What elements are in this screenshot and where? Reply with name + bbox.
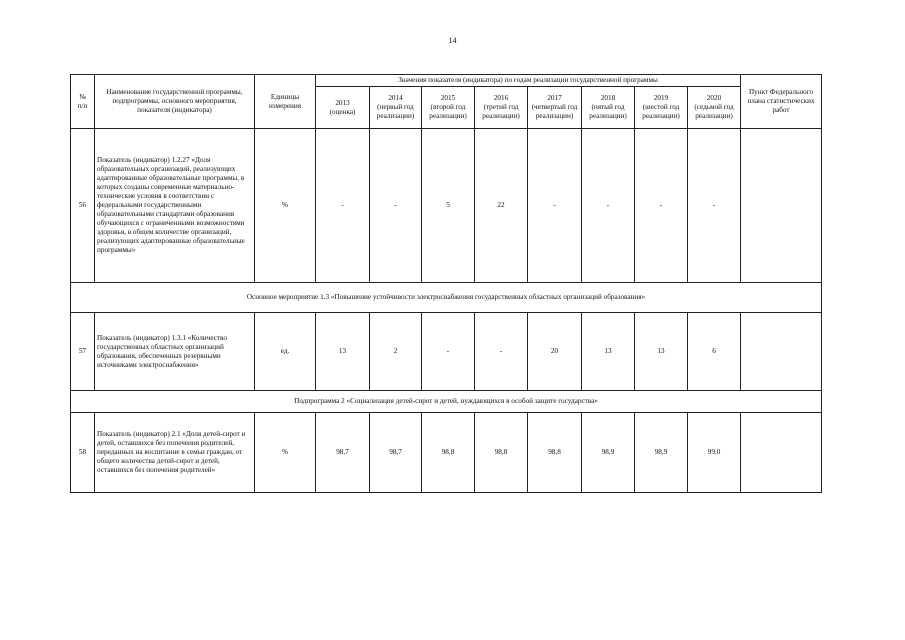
header-year-2019: 2019 (шестой год реализации) (635, 87, 688, 129)
row-value: - (688, 129, 741, 283)
row-value: 13 (582, 313, 635, 391)
subprogram-row (71, 391, 822, 413)
row-plan (741, 313, 822, 391)
header-values-group: Значения показателя (индикатора) по годам реализации государственной программы (316, 75, 741, 87)
row-value: - (528, 129, 582, 283)
row-num: 58 (71, 413, 95, 493)
header-year-2016: 2016 (третий год реализации) (475, 87, 528, 129)
row-num: 57 (71, 313, 95, 391)
section-title: Основное мероприятие 1.3 «Повышение устойчивости электроснабжения государственных областных организаций образования» (71, 283, 822, 313)
row-value: - (635, 129, 688, 283)
header-num: № п/п (71, 75, 95, 129)
row-value: - (422, 313, 475, 391)
row-value: 20 (528, 313, 582, 391)
row-value: 22 (475, 129, 528, 283)
header-year-2014: 2014 (первый год реализации) (370, 87, 422, 129)
row-name: Показатель (индикатор) 2.1 «Доля детей-сирот и детей, оставшихся без попечения родителей, переданных на воспитание в семьи граждан, от общего количества детей-сирот и детей, оставшихся без попечения родителей» (95, 413, 255, 493)
row-value: - (475, 313, 528, 391)
row-value: 98,7 (370, 413, 422, 493)
row-value: 5 (422, 129, 475, 283)
row-unit: % (255, 413, 316, 493)
row-value: 13 (635, 313, 688, 391)
table-row (71, 129, 822, 283)
row-unit: % (255, 129, 316, 283)
row-value: 6 (688, 313, 741, 391)
row-value: 98,8 (528, 413, 582, 493)
table-row (71, 413, 822, 493)
header-year-2017: 2017 (четвертый год реализации) (528, 87, 582, 129)
row-value: - (316, 129, 370, 283)
row-value: 2 (370, 313, 422, 391)
header-year-2015: 2015 (второй год реализации) (422, 87, 475, 129)
row-value: 13 (316, 313, 370, 391)
header-year-2020: 2020 (седьмой год реализации) (688, 87, 741, 129)
header-unit: Единицы измерения (255, 75, 316, 129)
row-plan (741, 129, 822, 283)
section-row (71, 283, 822, 313)
row-plan (741, 413, 822, 493)
row-value: 98,7 (316, 413, 370, 493)
header-year-2013: 2013 (оценка) (316, 87, 370, 129)
header-name: Наименование государственной программы, подпрограммы, основного мероприятия, показателя (индикатора) (95, 75, 255, 129)
row-name: Показатель (индикатор) 1.3.1 «Количество государственных областных организаций образования, обеспеченных резервными источниками электроснабжения» (95, 313, 255, 391)
row-value: 98,9 (582, 413, 635, 493)
row-value: 98,8 (422, 413, 475, 493)
row-value: 99,0 (688, 413, 741, 493)
row-name: Показатель (индикатор) 1.2.27 «Доля образовательных организаций, реализующих адаптированные образовательные программы, в которых созданы современные материально-технические условия в соответствии с федеральными государственными образовательными стандартами образования обучающихся с ограниченными возможностями здоровья, в общем количестве организаций, реализующих адаптированные образовательные программы» (95, 129, 255, 283)
page-number: 14 (448, 36, 457, 45)
indicator-table (70, 74, 822, 493)
row-unit: ед. (255, 313, 316, 391)
row-value: 98,8 (475, 413, 528, 493)
table-row (71, 313, 822, 391)
header-year-2018: 2018 (пятый год реализации) (582, 87, 635, 129)
subprogram-title: Подпрограмма 2 «Социализация детей-сирот и детей, нуждающихся в особой защите государства» (71, 391, 822, 413)
row-value: - (370, 129, 422, 283)
row-num: 56 (71, 129, 95, 283)
row-value: 98,9 (635, 413, 688, 493)
row-value: - (582, 129, 635, 283)
header-plan: Пункт Федерального плана статистических работ (741, 75, 822, 129)
